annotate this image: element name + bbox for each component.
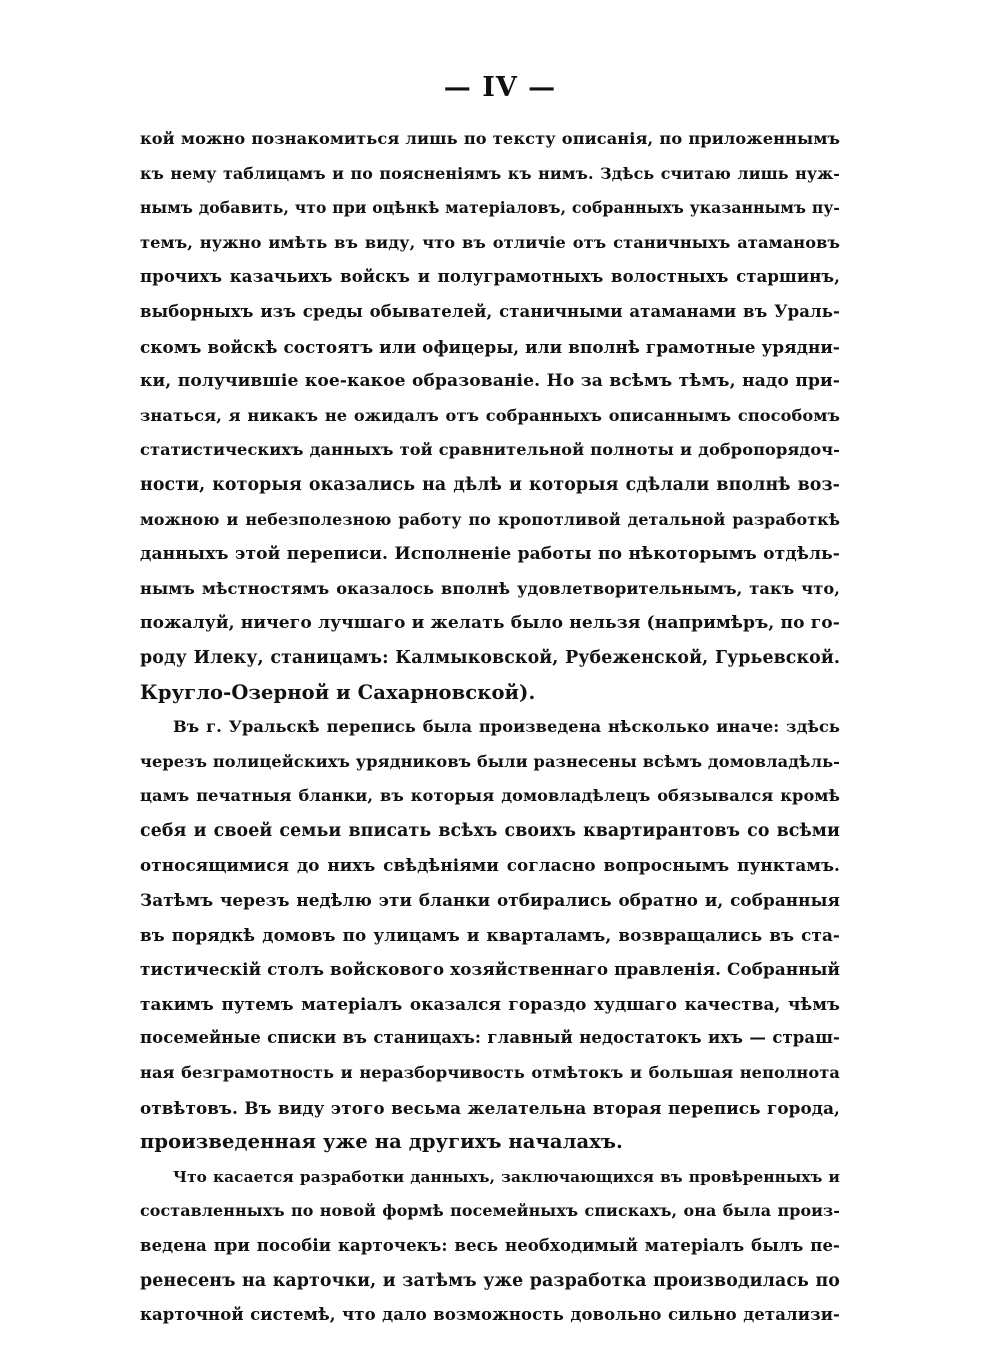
text-line: статистическихъ данныхъ той сравнительной полноты и добропорядоч-	[140, 440, 840, 460]
text-line: кой можно познакомиться лишь по тексту описанія, по приложеннымъ	[140, 129, 840, 148]
text-line: Кругло-Озерной и Сахарновской).	[140, 680, 536, 704]
text-line: составленныхъ по новой формѣ посемейныхъ спискахъ, она была произ-	[140, 1201, 840, 1221]
page-body-text	[140, 122, 840, 1333]
text-line: цамъ печатныя бланки, въ которыя домовладѣлецъ обязывался кромѣ	[140, 786, 840, 806]
text-line: ности, которыя оказались на дѣлѣ и которыя сдѣлали вполнѣ воз-	[140, 474, 840, 495]
text-line: нымъ мѣстностямъ оказалось вполнѣ удовлетворительнымъ, такъ что,	[140, 578, 840, 598]
text-line: скомъ войскѣ состоятъ или офицеры, или вполнѣ грамотные урядни-	[140, 336, 840, 357]
text-line: себя и своей семьи вписать всѣхъ своихъ квартирантовъ со всѣми	[140, 820, 840, 841]
text-line: тистическій столъ войскового хозяйственнаго правленія. Собранный	[140, 959, 840, 980]
text-line: прочихъ казачьихъ войскъ и полуграмотныхъ волостныхъ старшинъ,	[140, 267, 840, 287]
text-line: ведена при пособіи карточекъ: весь необходимый матеріалъ былъ пе-	[140, 1236, 840, 1255]
text-line: въ порядкѣ домовъ по улицамъ и кварталамъ, возвращались въ ста-	[140, 924, 840, 945]
text-line: ная безграмотность и неразборчивость отмѣтокъ и большая неполнота	[140, 1063, 840, 1083]
text-line: Затѣмъ черезъ недѣлю эти бланки отбирались обратно и, собранныя	[140, 890, 840, 911]
text-line: Въ г. Уральскѣ перепись была произведена нѣсколько иначе: здѣсь	[173, 717, 840, 737]
text-line: темъ, нужно имѣть въ виду, что въ отличіе отъ станичныхъ атамановъ	[140, 232, 840, 252]
text-line: выборныхъ изъ среды обывателей, станичными атаманами въ Ураль-	[140, 301, 840, 321]
text-line: такимъ путемъ матеріалъ оказался гораздо худшаго качества, чѣмъ	[140, 993, 840, 1014]
text-line: черезъ полицейскихъ урядниковъ были разнесены всѣмъ домовладѣль-	[140, 751, 840, 771]
text-line: знаться, я никакъ не ожидалъ отъ собранныхъ описаннымъ способомъ	[140, 405, 840, 425]
text-line: роду Илеку, станицамъ: Калмыковской, Рубеженской, Гурьевской.	[140, 647, 840, 668]
text-line: посемейные списки въ станицахъ: главный недостатокъ ихъ — страш-	[140, 1028, 840, 1048]
text-line: нымъ добавить, что при оцѣнкѣ матеріаловъ, собранныхъ указаннымъ пу-	[140, 198, 840, 218]
text-line: относящимися до нихъ свѣдѣніями согласно вопроснымъ пунктамъ.	[140, 855, 840, 876]
text-line: ки, получившіе кое-какое образованіе. Но за всѣмъ тѣмъ, надо при-	[140, 371, 840, 392]
text-line: можною и небезполезною работу по кропотливой детальной разработкѣ	[140, 509, 840, 529]
text-line: карточной системѣ, что дало возможность довольно сильно детализи-	[140, 1305, 840, 1325]
text-line: данныхъ этой переписи. Исполненіе работы по нѣкоторымъ отдѣль-	[140, 544, 840, 565]
text-line: произведенная уже на другихъ началахъ.	[140, 1130, 623, 1154]
text-line: пожалуй, ничего лучшаго и желать было нельзя (напримѣръ, по го-	[140, 613, 840, 634]
page-number-header: — IV —	[443, 72, 557, 103]
text-line: ренесенъ на карточки, и затѣмъ уже разработка производилась по	[140, 1270, 840, 1291]
text-line: Что касается разработки данныхъ, заключающихся въ провѣренныхъ и	[173, 1167, 840, 1186]
text-line: къ нему таблицамъ и по поясненіямъ къ нимъ. Здѣсь считаю лишь нуж-	[140, 163, 840, 183]
text-line: отвѣтовъ. Въ виду этого весьма желательна вторая перепись города,	[140, 1097, 840, 1118]
